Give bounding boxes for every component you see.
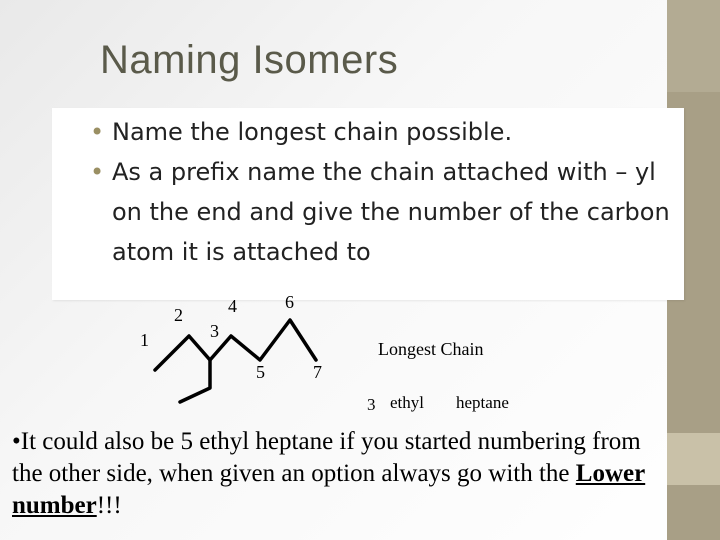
carbon-number-3: 3: [210, 321, 219, 341]
longest-chain-label: Longest Chain: [378, 339, 484, 359]
main-carbon-chain: [155, 320, 316, 370]
slide-title: Naming Isomers: [100, 38, 399, 82]
bullet-text: As a prefix name the chain attached with – yl on the end and give the number of the carbon atom it is attached to: [112, 158, 670, 266]
carbon-number-1: 1: [140, 330, 149, 350]
name-prefix: ethyl: [390, 393, 424, 412]
carbon-number-7: 7: [313, 362, 322, 382]
ethyl-branch: [180, 360, 210, 402]
paragraph-bullet-icon: •: [12, 428, 21, 455]
carbon-number-2: 2: [174, 305, 183, 325]
carbon-number-4: 4: [228, 296, 237, 316]
name-parent: heptane: [456, 393, 509, 412]
explanation-paragraph: [12, 426, 652, 522]
bullet-dot-icon: •: [90, 118, 105, 146]
name-locant: 3: [367, 395, 376, 414]
paragraph-ending: !!!: [96, 492, 122, 519]
bullet-dot-icon: •: [90, 158, 105, 186]
paragraph-emphasis: Lower number: [12, 460, 646, 519]
bullet-text: Name the longest chain possible.: [112, 118, 513, 146]
carbon-number-5: 5: [256, 362, 265, 382]
paragraph-text: It could also be 5 ethyl heptane if you started numbering from the other side, when given an option always go with the: [12, 428, 641, 487]
carbon-number-6: 6: [285, 292, 294, 312]
